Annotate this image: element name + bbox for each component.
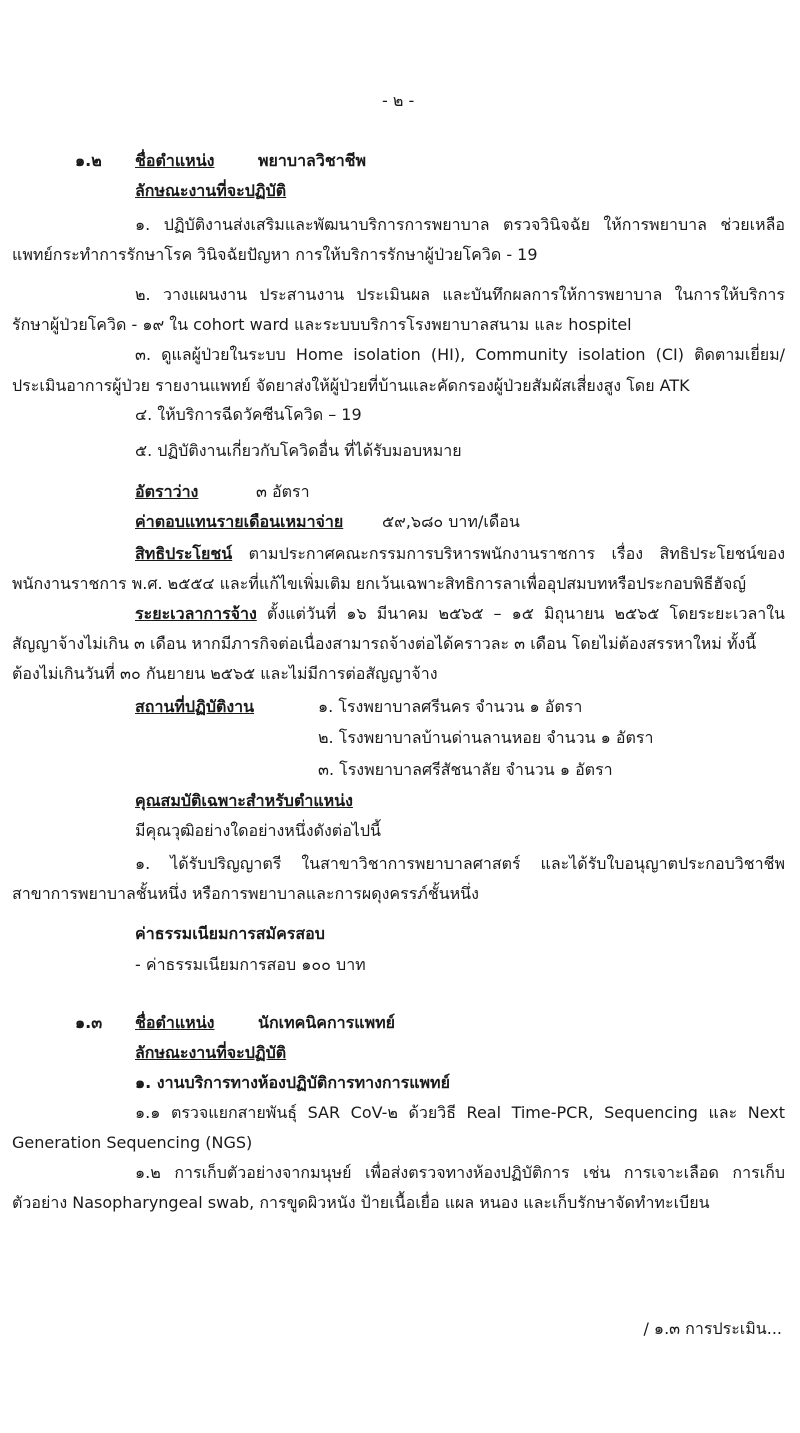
period-text: ตั้งแต่วันที่ ๑๖ มีนาคม ๒๕๖๕ – ๑๕ มิถุนายน ๒๕๖๕ โดยระยะเวลาใน xyxy=(266,604,785,623)
duty-3-line-2: ประเมินอาการผู้ป่วย รายงานแพทย์ จัดยาส่งให้ผู้ป่วยที่บ้านและคัดกรองผู้ป่วยสัมผัสเสี่ยงสูง โดย ATK xyxy=(12,376,690,395)
duty-subheading: ๑. งานบริการทางห้องปฏิบัติการทางการแพทย์ xyxy=(135,1073,450,1092)
position-title-label: ชื่อตำแหน่ง xyxy=(135,151,215,170)
qualification-1-line-1: ๑. ได้รับปริญญาตรี ในสาขาวิชาการพยาบาลศาสตร์ และได้รับใบอนุญาตประกอบวิชาชีพ xyxy=(135,854,785,873)
period-line-1 xyxy=(135,603,785,625)
benefit-line-2: พนักงานราชการ พ.ศ. ๒๕๕๔ และที่แก้ไขเพิ่มเติม ยกเว้นเฉพาะสิทธิการลาเพื่ออุปสมบทหรือประกอบพิธีฮัจญ์ xyxy=(12,574,747,593)
workplace-3: ๓. โรงพยาบาลศรีสัชนาลัย จำนวน ๑ อัตรา xyxy=(318,760,613,779)
vacancy-value: ๓ อัตรา xyxy=(256,482,310,501)
period-line-2: สัญญาจ้างไม่เกิน ๓ เดือน หากมีภารกิจต่อเนื่องสามารถจ้างต่อได้คราวละ ๓ เดือน โดยไม่ต้องสรรหาใหม่ ทั้งนี้ xyxy=(12,634,757,653)
salary-label: ค่าตอบแทนรายเดือนเหมาจ่าย xyxy=(135,512,344,531)
duty-3-line-1: ๓. ดูแลผู้ป่วยในระบบ Home isolation (HI), Community isolation (CI) ติดตามเยี่ยม/ xyxy=(135,345,785,364)
section-number: ๑.๓ xyxy=(75,1013,103,1032)
qualification-1-line-2: สาขาการพยาบาลชั้นหนึ่ง หรือการพยาบาลและการผดุงครรภ์ชั้นหนึ่ง xyxy=(12,884,479,903)
duty-5: ๕. ปฏิบัติงานเกี่ยวกับโควิดอื่น ที่ได้รับมอบหมาย xyxy=(135,441,462,460)
fee-heading: ค่าธรรมเนียมการสมัครสอบ xyxy=(135,924,325,943)
fee-value: - ค่าธรรมเนียมการสอบ ๑๐๐ บาท xyxy=(135,955,366,974)
position-title: นักเทคนิคการแพทย์ xyxy=(258,1013,396,1032)
benefit-label: สิทธิประโยชน์ xyxy=(135,544,233,563)
duty-2-line-2: รักษาผู้ป่วยโควิด - ๑๙ ใน cohort ward และระบบบริการโรงพยาบาลสนาม และ hospitel xyxy=(12,315,632,334)
item-1-2-line-2: ตัวอย่าง Nasopharyngeal swab, การขูดผิวหนัง ป้ายเนื้อเยื่อ แผล หนอง และเก็บรักษาจัดทำทะเบียน xyxy=(12,1193,710,1212)
period-label: ระยะเวลาการจ้าง xyxy=(135,604,257,623)
continuation-note: / ๑.๓ การประเมิน... xyxy=(643,1319,782,1338)
workplace-2: ๒. โรงพยาบาลบ้านด่านลานหอย จำนวน ๑ อัตรา xyxy=(318,728,654,747)
vacancy-label: อัตราว่าง xyxy=(135,482,199,501)
duty-2-line-1: ๒. วางแผนงาน ประสานงาน ประเมินผล และบันทึกผลการให้การพยาบาล ในการให้บริการ xyxy=(135,285,785,304)
workplace-label: สถานที่ปฏิบัติงาน xyxy=(135,697,255,716)
duties-heading: ลักษณะงานที่จะปฏิบัติ xyxy=(135,1043,287,1062)
duty-1-line-1: ๑. ปฏิบัติงานส่งเสริมและพัฒนาบริการการพยาบาล ตรวจวินิจฉัย ให้การพยาบาล ช่วยเหลือ xyxy=(135,215,785,234)
position-title: พยาบาลวิชาชีพ xyxy=(258,151,367,170)
item-1-1-line-2: Generation Sequencing (NGS) xyxy=(12,1133,253,1152)
duty-1-line-2: แพทย์กระทำการรักษาโรค วินิจฉัยปัญหา การให้บริการรักษาผู้ป่วยโควิด - 19 xyxy=(12,245,538,264)
qualification-heading: คุณสมบัติเฉพาะสำหรับตำแหน่ง xyxy=(135,791,353,810)
salary-value: ๕๙,๖๘๐ บาท/เดือน xyxy=(382,512,520,531)
position-title-label: ชื่อตำแหน่ง xyxy=(135,1013,215,1032)
qualification-intro: มีคุณวุฒิอย่างใดอย่างหนึ่งดังต่อไปนี้ xyxy=(135,821,381,840)
duty-4: ๔. ให้บริการฉีดวัคซีนโควิด – 19 xyxy=(135,405,362,424)
benefit-text: ตามประกาศคณะกรรมการบริหารพนักงานราชการ เรื่อง สิทธิประโยชน์ของ xyxy=(248,544,786,563)
item-1-1-line-1: ๑.๑ ตรวจแยกสายพันธุ์ SAR CoV-๒ ด้วยวิธี Real Time-PCR, Sequencing และ Next xyxy=(135,1103,785,1122)
duties-heading: ลักษณะงานที่จะปฏิบัติ xyxy=(135,181,287,200)
section-number: ๑.๒ xyxy=(75,151,102,170)
workplace-1: ๑. โรงพยาบาลศรีนคร จำนวน ๑ อัตรา xyxy=(318,697,583,716)
benefit-line-1 xyxy=(135,543,785,565)
item-1-2-line-1: ๑.๒ การเก็บตัวอย่างจากมนุษย์ เพื่อส่งตรวจทางห้องปฏิบัติการ เช่น การเจาะเลือด การเก็บ xyxy=(135,1163,785,1182)
page-number: - ๒ - xyxy=(382,91,415,110)
period-line-3: ต้องไม่เกินวันที่ ๓๐ กันยายน ๒๕๖๕ และไม่มีการต่อสัญญาจ้าง xyxy=(12,664,438,683)
